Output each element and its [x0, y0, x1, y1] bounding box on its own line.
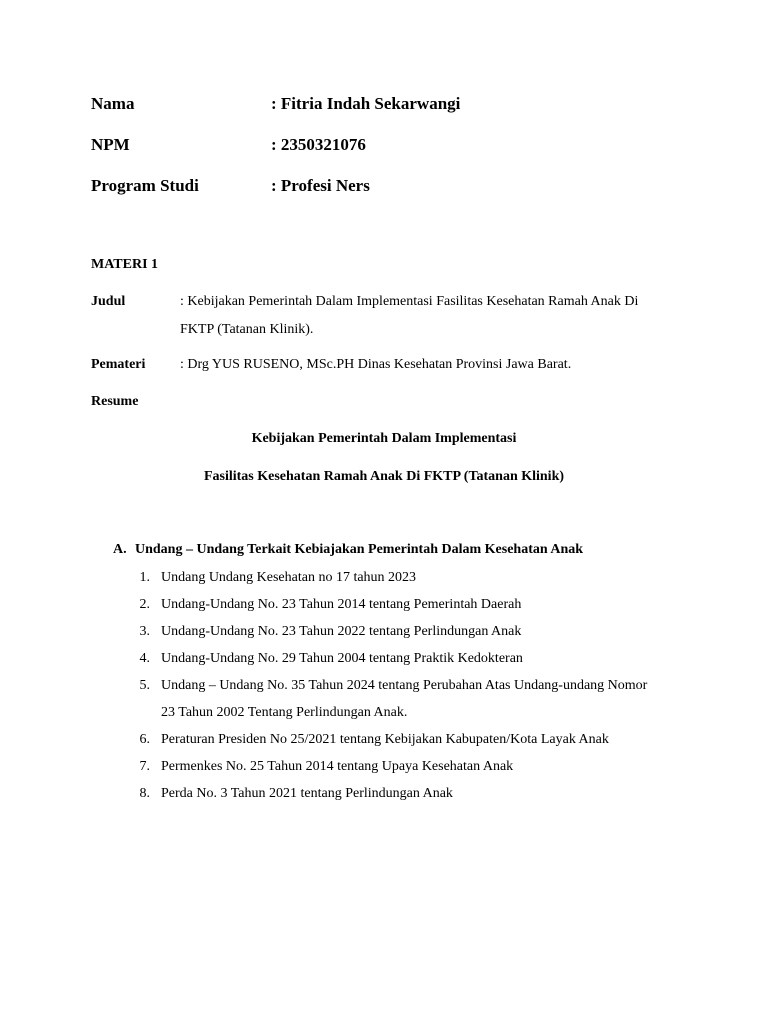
list-item-text	[161, 784, 453, 811]
pemateri-label: Pemateri	[91, 357, 146, 372]
list-item-line: Perda No. 3 Tahun 2021 tentang Perlindungan Anak	[161, 786, 453, 801]
list-item-line: Peraturan Presiden No 25/2021 tentang Kebijakan Kabupaten/Kota Layak Anak	[161, 732, 609, 747]
section-a-title: Undang – Undang Terkait Kebiajakan Pemerintah Dalam Kesehatan Anak	[135, 542, 584, 557]
resume-label: Resume	[91, 394, 139, 409]
section-a-heading	[113, 540, 583, 560]
list-item-number: 3.	[139, 624, 150, 639]
list-item-line: Undang-Undang No. 23 Tahun 2014 tentang Pemerintah Daerah	[161, 597, 522, 612]
list-item-text	[161, 676, 647, 730]
npm-label: NPM	[91, 135, 130, 154]
list-item-line: 23 Tahun 2002 Tentang Perlindungan Anak.	[161, 705, 408, 720]
list-item-number: 4.	[139, 651, 150, 666]
resume-title-line-2: Fasilitas Kesehatan Ramah Anak Di FKTP (Tatanan Klinik)	[203, 469, 565, 484]
list-item-line: Permenkes No. 25 Tahun 2014 tentang Upaya Kesehatan Anak	[161, 759, 514, 774]
section-a-letter: A.	[113, 542, 127, 557]
list-item-text	[161, 595, 521, 622]
judul-value	[180, 292, 690, 348]
pemateri-value	[180, 355, 690, 383]
npm-value: : 2350321076	[271, 135, 366, 154]
pemateri-text: : Drg YUS RUSENO, MSc.PH Dinas Kesehatan Provinsi Jawa Barat.	[180, 357, 572, 372]
list-item-line: Undang – Undang No. 35 Tahun 2024 tentang Perubahan Atas Undang-undang Nomor	[161, 678, 648, 693]
materi-title: MATERI 1	[91, 257, 159, 272]
resume-title-line-1: Kebijakan Pemerintah Dalam Implementasi	[251, 431, 517, 446]
list-item-text	[161, 649, 523, 676]
list-item-line: Undang-Undang No. 23 Tahun 2022 tentang Perlindungan Anak	[161, 624, 522, 639]
list-item-number: 6.	[139, 732, 150, 747]
list-item-line: Undang Undang Kesehatan no 17 tahun 2023	[161, 570, 417, 585]
list-item-line: Undang-Undang No. 29 Tahun 2004 tentang Praktik Kedokteran	[161, 651, 523, 666]
list-item-text	[161, 622, 521, 649]
nama-value: : Fitria Indah Sekarwangi	[271, 94, 461, 113]
program-studi-value: : Profesi Ners	[271, 176, 370, 195]
list-item-text	[161, 568, 416, 595]
list-item-number: 8.	[139, 786, 150, 801]
program-studi-label: Program Studi	[91, 176, 199, 195]
list-item-number: 5.	[139, 678, 150, 693]
list-item-text	[161, 757, 513, 784]
list-item-text	[161, 730, 609, 757]
list-item-number: 1.	[139, 570, 150, 585]
judul-line-2: FKTP (Tatanan Klinik).	[180, 322, 314, 337]
judul-label: Judul	[91, 294, 126, 309]
list-item-number: 2.	[139, 597, 150, 612]
nama-label: Nama	[91, 94, 135, 113]
list-item-number: 7.	[139, 759, 150, 774]
judul-line-1: : Kebijakan Pemerintah Dalam Implementasi Fasilitas Kesehatan Ramah Anak Di	[180, 294, 639, 309]
